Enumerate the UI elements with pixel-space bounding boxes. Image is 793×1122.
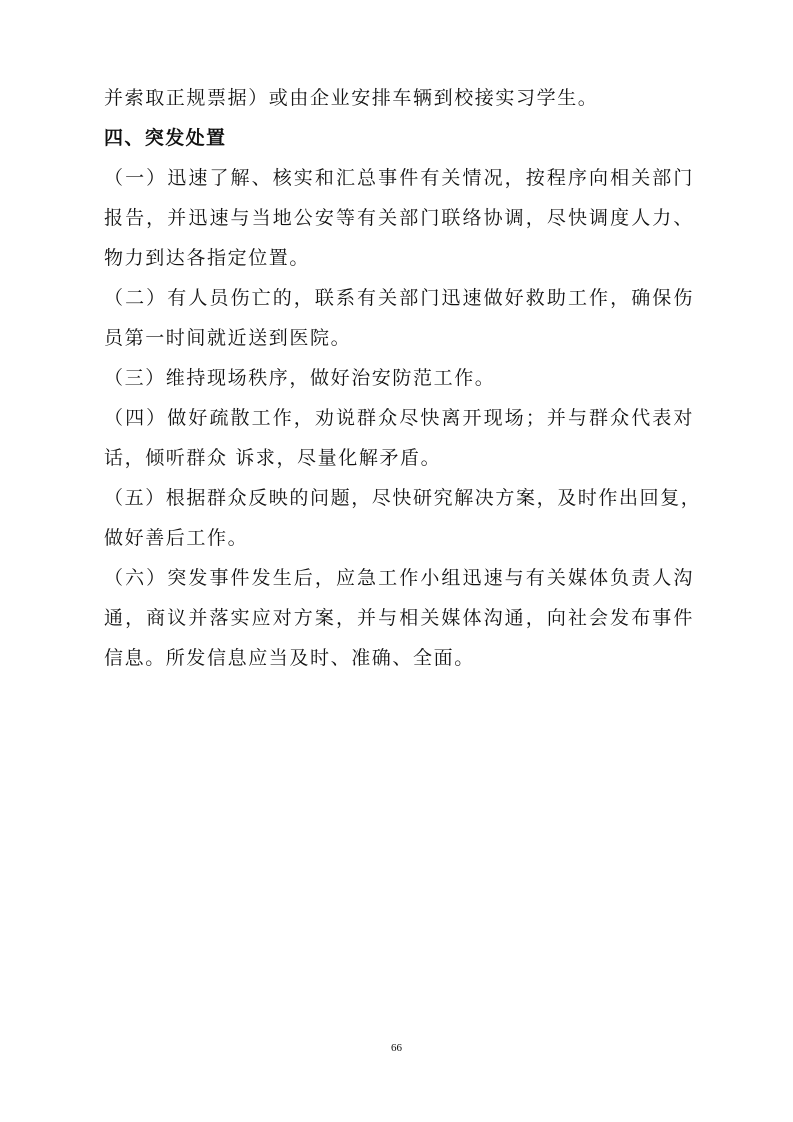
section-heading: 四、突发处置 xyxy=(104,127,227,149)
paragraph-item-1 xyxy=(104,158,694,278)
document-body xyxy=(104,78,702,678)
paragraph-item-4 xyxy=(104,398,694,478)
paragraph-line: （三）维持现场秩序，做好治安防范工作。 xyxy=(104,367,496,389)
paragraph-line: 话，倾听群众 诉求，尽量化解矛盾。 xyxy=(104,447,442,469)
paragraph-item-5 xyxy=(104,478,702,558)
paragraph-line: 物力到达各指定位置。 xyxy=(104,247,311,269)
paragraph-line: （六）突发事件发生后，应急工作小组迅速与有关媒体负责人沟 xyxy=(104,567,694,589)
paragraph-line: （四）做好疏散工作，劝说群众尽快离开现场；并与群众代表对 xyxy=(104,407,694,429)
paragraph-line: 做好善后工作。 xyxy=(104,527,249,549)
paragraph-line: 员第一时间就近送到医院。 xyxy=(104,327,352,349)
paragraph-line: （一）迅速了解、核实和汇总事件有关情况，按程序向相关部门 xyxy=(104,167,694,189)
paragraph-line: 通，商议并落实应对方案，并与相关媒体沟通，向社会发布事件 xyxy=(104,607,694,629)
paragraph-line: （二）有人员伤亡的，联系有关部门迅速做好救助工作，确保伤 xyxy=(104,287,694,309)
paragraph-item-3 xyxy=(104,358,694,398)
paragraph-line: 信息。所发信息应当及时、准确、全面。 xyxy=(104,647,475,669)
paragraph-item-6 xyxy=(104,558,694,678)
page-number: 66 xyxy=(391,1042,402,1054)
paragraph-item-2 xyxy=(104,278,694,358)
paragraph-line: （五）根据群众反映的问题，尽快研究解决方案，及时作出回复， xyxy=(104,487,702,509)
paragraph-line: 报告，并迅速与当地公安等有关部门联络协调，尽快调度人力、 xyxy=(104,207,694,229)
intro-line: 并索取正规票据）或由企业安排车辆到校接实习学生。 xyxy=(104,87,599,109)
